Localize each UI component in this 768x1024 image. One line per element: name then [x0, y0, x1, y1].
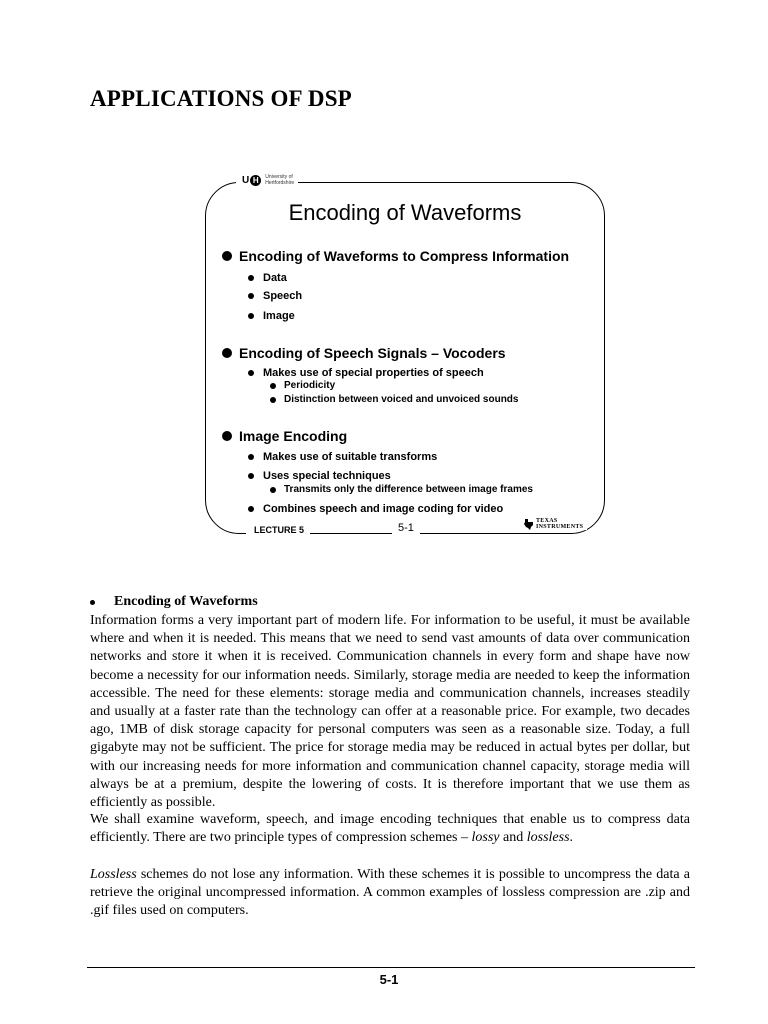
paragraph-intro: Information forms a very important part of modern life. For information to be useful, it must be available where and when it is needed. This means that we need to send vast amounts of data over communication networks and store it when it is received. Communication channels in every form and shape have now become a necessity for our information needs. Similarly, storage media are needed to keep the information accessible. The need for these elements: storage media and communication channels, increases steadily and usually at a faster rate than the technology can offer at a reasonable price. For example, two decades ago, 1MB of disk storage capacity for personal computers was seen as a reasonable size. Today, a full gigabyte may not be sufficient. The price for storage media may be reduced in actual bytes per dollar, but with our increasing needs for more information and communication channel capacity, storage media will always be at a premium, despite the lowering of costs. It is therefore important that we use them as efficiently as possible. — [90, 613, 690, 811]
texas-state-icon — [524, 519, 534, 530]
term-lossless: Lossless — [90, 867, 137, 882]
paragraph-text: . — [569, 830, 574, 846]
slide-bullet-text: Speech — [263, 290, 303, 302]
slide-bullet — [222, 345, 506, 361]
slide-bullet-text: Combines speech and image coding for video — [263, 503, 504, 515]
slide-bullet-text: Makes use of suitable transforms — [263, 451, 438, 463]
bullet-icon — [270, 383, 276, 389]
slide-subbullet — [248, 367, 484, 379]
bullet-icon — [248, 506, 254, 512]
footer-rule — [87, 967, 695, 968]
logo-mark: H — [250, 175, 261, 186]
bullet-icon — [90, 600, 95, 605]
slide-bullet-text: Encoding of Speech Signals – Vocoders — [239, 345, 506, 361]
slide-subbullet — [248, 310, 295, 322]
slide-bullet-text: Makes use of special properties of speech — [263, 367, 484, 379]
bullet-icon — [270, 487, 276, 493]
bullet-icon — [222, 348, 232, 358]
section-heading-text: Encoding of Waveforms — [114, 594, 258, 609]
slide-subbullet — [248, 451, 437, 463]
slide-subsubbullet — [270, 394, 518, 405]
slide-bullet-text: Periodicity — [284, 380, 336, 391]
slide-subbullet — [248, 503, 503, 515]
slide-bullet-text: Distinction between voiced and unvoiced sounds — [284, 394, 519, 405]
slide-subbullet — [248, 272, 287, 284]
slide-footer-lecture: LECTURE 5 — [246, 525, 310, 535]
slide-bullet-text: Uses special techniques — [263, 470, 391, 482]
logo-text — [265, 174, 294, 186]
bullet-icon — [248, 275, 254, 281]
slide-bullet — [222, 248, 569, 264]
bullet-icon — [248, 293, 254, 299]
page-number: 5-1 — [379, 972, 399, 987]
logo-text-line2: Hertfordshire — [265, 180, 295, 186]
paragraph-text: We shall examine waveform, speech, and image encoding techniques that enable us to compress data efficiently. There are two principle types of compression schemes – — [90, 812, 690, 846]
bullet-icon — [248, 454, 254, 460]
ti-brand-text — [536, 518, 583, 530]
slide-subbullet — [248, 290, 302, 302]
slide-bullet-text: Encoding of Waveforms to Compress Information — [239, 248, 570, 264]
logo-letter: U — [242, 174, 250, 186]
paragraph-compression-types — [90, 811, 690, 847]
ti-brand-line2: INSTRUMENTS — [536, 524, 584, 530]
slide-heading: Encoding of Waveforms — [288, 200, 522, 225]
slide-subsubbullet — [270, 380, 335, 391]
paragraph-lossless — [90, 866, 690, 921]
term-lossless: lossless — [526, 830, 570, 846]
page-title: APPLICATIONS OF DSP — [90, 86, 352, 111]
paragraph-text: schemes do not lose any information. With these schemes it is possible to uncompress the data a retrieve the original uncompressed information. A common examples of lossless compression are .zip and .gif files used on computers. — [90, 867, 690, 919]
section-heading — [90, 594, 258, 610]
slide-bullet-text: Transmits only the difference between image frames — [284, 484, 533, 495]
bullet-icon — [222, 251, 232, 261]
paragraph-text: and — [499, 830, 527, 846]
term-lossy: lossy — [471, 830, 500, 846]
ti-logo — [520, 518, 587, 530]
ti-brand-line1: TEXAS — [536, 518, 558, 524]
logo-text-line1: University of — [265, 174, 293, 180]
slide-subbullet — [248, 470, 391, 482]
bullet-icon — [248, 313, 254, 319]
bullet-icon — [222, 431, 232, 441]
bullet-icon — [248, 473, 254, 479]
slide-bullet — [222, 428, 347, 444]
university-logo — [236, 170, 298, 190]
slide-footer-number: 5-1 — [392, 522, 420, 534]
bullet-icon — [270, 397, 276, 403]
bullet-icon — [248, 370, 254, 376]
slide-bullet-text: Data — [263, 272, 287, 284]
slide-bullet-text: Image — [263, 310, 295, 322]
slide-bullet-text: Image Encoding — [239, 428, 348, 444]
slide-subsubbullet — [270, 484, 533, 495]
